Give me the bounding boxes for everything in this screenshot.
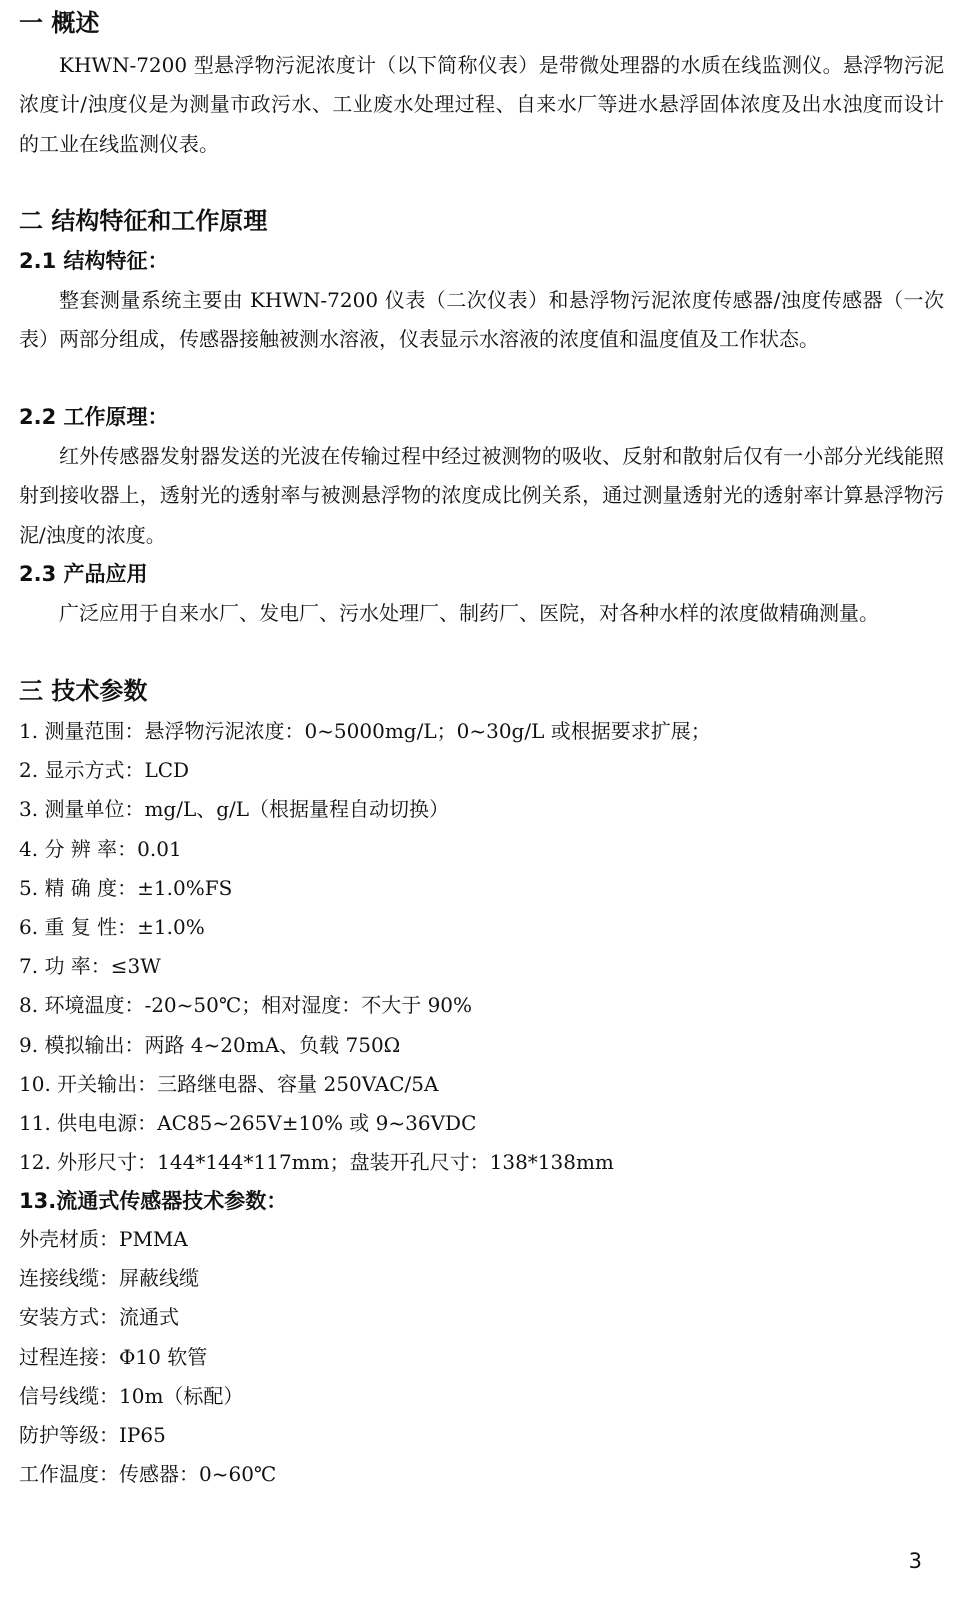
section-title-overview: 一 概述	[19, 9, 100, 37]
subsection-title-structure: 2.1 结构特征：	[19, 249, 169, 273]
sensor-spec-item: 连接线缆：屏蔽线缆	[19, 1266, 199, 1291]
subsection-title-sensor-params: 13.流通式传感器技术参数：	[19, 1189, 288, 1213]
spec-item: 9. 模拟输出：两路 4~20mA、负载 750Ω	[19, 1032, 401, 1057]
sensor-spec-item: 安装方式：流通式	[19, 1305, 179, 1330]
subsection-title-principle: 2.2 工作原理：	[19, 405, 169, 429]
sensor-spec-list	[19, 1220, 276, 1494]
spec-item: 5. 精 确 度：±1.0%FS	[19, 875, 233, 900]
spec-item: 11. 供电电源：AC85~265V±10% 或 9~36VDC	[19, 1111, 477, 1136]
page-number: 3	[908, 1549, 922, 1573]
principle-paragraph: 红外传感器发射器发送的光波在传输过程中经过被测物的吸收、反射和散射后仅有一小部分光线能照射到接收器上，透射光的透射率与被测悬浮物的浓度成比例关系，通过测量透射光的透射率计算悬浮物污泥/浊度的浓度。	[19, 444, 944, 547]
spec-item: 7. 功 率：≤3W	[19, 954, 161, 979]
section-title-tech-params: 三 技术参数	[19, 677, 148, 705]
spec-item: 4. 分 辨 率：0.01	[19, 836, 182, 861]
spec-item: 6. 重 复 性：±1.0%	[19, 915, 205, 940]
spec-item: 1. 测量范围：悬浮物污泥浓度：0~5000mg/L；0~30g/L 或根据要求扩展；	[19, 719, 711, 743]
spec-item: 8. 环境温度：-20~50℃；相对湿度：不大于 90%	[19, 993, 473, 1018]
spec-item: 2. 显示方式：LCD	[19, 758, 190, 783]
spec-list	[19, 712, 711, 1182]
sensor-spec-item: 外壳材质：PMMA	[19, 1227, 188, 1251]
sensor-spec-item: 过程连接：Φ10 软管	[19, 1344, 208, 1369]
application-paragraph: 广泛应用于自来水厂、发电厂、污水处理厂、制药厂、医院，对各种水样的浓度做精确测量。	[59, 601, 879, 625]
structure-paragraph: 整套测量系统主要由 KHWN-7200 仪表（二次仪表）和悬浮物污泥浓度传感器/浊度传感器（一次表）两部分组成，传感器接触被测水溶液，仪表显示水溶液的浓度值和温度值及工作状态。	[19, 288, 944, 352]
section-title-structure-principle: 二 结构特征和工作原理	[19, 207, 268, 235]
spec-item: 3. 测量单位：mg/L、g/L（根据量程自动切换）	[19, 797, 450, 822]
overview-paragraph: KHWN-7200 型悬浮物污泥浓度计（以下简称仪表）是带微处理器的水质在线监测仪。悬浮物污泥浓度计/浊度仪是为测量市政污水、工业废水处理过程、自来水厂等进水悬浮固体浓度及出水浊度而设计的工业在线监测仪表。	[19, 53, 944, 156]
sensor-spec-item: 信号线缆：10m（标配）	[19, 1383, 244, 1408]
spec-item: 10. 开关输出：三路继电器、容量 250VAC/5A	[19, 1071, 439, 1096]
spec-item: 12. 外形尺寸：144*144*117mm；盘装开孔尺寸：138*138mm	[19, 1150, 614, 1175]
sensor-spec-item: 工作温度：传感器：0~60℃	[19, 1462, 277, 1487]
sensor-spec-item: 防护等级：IP65	[19, 1423, 166, 1448]
subsection-title-application: 2.3 产品应用	[19, 562, 148, 586]
